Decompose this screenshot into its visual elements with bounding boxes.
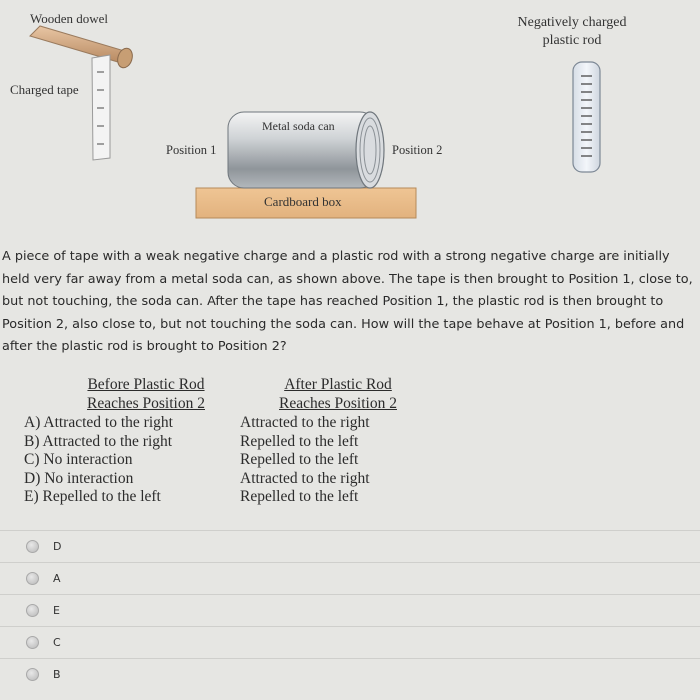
position2-label: Position 2 bbox=[392, 143, 443, 157]
radio-button[interactable] bbox=[26, 540, 39, 553]
charged-tape bbox=[92, 55, 110, 160]
divider bbox=[0, 530, 700, 531]
plastic-rod bbox=[573, 62, 600, 172]
after-header-line1: After Plastic Rod bbox=[284, 376, 392, 393]
row-d-after: Attracted to the right bbox=[240, 469, 370, 487]
divider bbox=[0, 594, 700, 595]
row-b-after: Repelled to the left bbox=[240, 432, 359, 450]
answer-option-label: B bbox=[53, 667, 61, 681]
row-b-before: B) Attracted to the right bbox=[24, 432, 173, 450]
wooden-dowel-label: Wooden dowel bbox=[30, 11, 109, 26]
answer-option[interactable] bbox=[26, 568, 61, 588]
answer-option[interactable] bbox=[26, 536, 61, 556]
question-text: A piece of tape with a weak negative charge and a plastic rod with a strong negative charge are initially held very far away from a metal soda can, as shown above. The tape is then brought to Position 1, close to, but not touching, the soda can. After the tape has reached Position 1, the plastic rod is then brought to Position 2, also close to, but not touching the soda can. How will the tape behave at Position 1, before and after the plastic rod is brought to Position 2? bbox=[2, 249, 693, 354]
position1-label: Position 1 bbox=[166, 143, 217, 157]
cardboard-box-label: Cardboard box bbox=[264, 194, 342, 209]
after-header-line2: Reaches Position 2 bbox=[279, 394, 397, 412]
physics-diagram bbox=[0, 0, 700, 230]
radio-button[interactable] bbox=[26, 636, 39, 649]
answer-option[interactable] bbox=[26, 600, 60, 620]
after-column bbox=[240, 414, 460, 507]
row-c-before: C) No interaction bbox=[24, 451, 133, 469]
metal-can-label: Metal soda can bbox=[262, 119, 335, 133]
answer-option-label: D bbox=[53, 539, 62, 553]
after-header bbox=[270, 376, 406, 413]
wooden-dowel bbox=[30, 26, 135, 70]
answer-option-label: E bbox=[53, 603, 60, 617]
row-c-after: Repelled to the left bbox=[240, 451, 359, 469]
answer-option-label: A bbox=[53, 571, 61, 585]
radio-button[interactable] bbox=[26, 668, 39, 681]
before-header-line1: Before Plastic Rod bbox=[87, 376, 205, 393]
before-column bbox=[24, 414, 244, 507]
plastic-rod-label bbox=[508, 14, 636, 50]
answer-option-label: C bbox=[53, 635, 61, 649]
row-e-after: Repelled to the left bbox=[240, 488, 359, 506]
radio-button[interactable] bbox=[26, 572, 39, 585]
before-header bbox=[78, 376, 214, 413]
answer-option[interactable] bbox=[26, 632, 61, 652]
before-header-line2: Reaches Position 2 bbox=[87, 394, 205, 412]
answer-option[interactable] bbox=[26, 664, 61, 684]
plastic-rod-label-line2: plastic rod bbox=[542, 33, 602, 48]
divider bbox=[0, 658, 700, 659]
row-e-before: E) Repelled to the left bbox=[24, 488, 161, 506]
row-d-before: D) No interaction bbox=[24, 469, 134, 487]
row-a-after: Attracted to the right bbox=[240, 414, 370, 431]
radio-button[interactable] bbox=[26, 604, 39, 617]
divider bbox=[0, 626, 700, 627]
row-a-before: A) Attracted to the right bbox=[24, 414, 173, 431]
plastic-rod-label-line1: Negatively charged bbox=[517, 15, 627, 30]
charged-tape-label: Charged tape bbox=[10, 82, 79, 97]
divider bbox=[0, 562, 700, 563]
